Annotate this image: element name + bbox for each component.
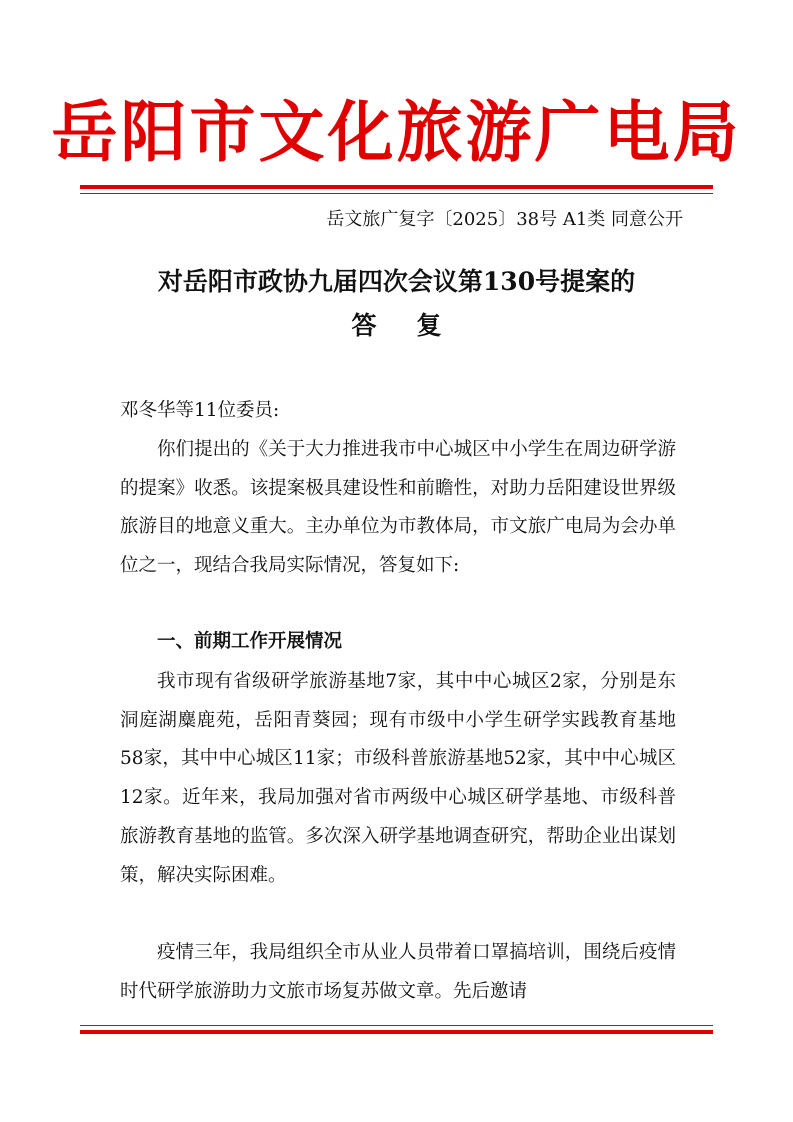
document-number: 岳文旅广复字〔2025〕38号 A1类 同意公开 [326,209,683,230]
paragraph-1: 你们提出的《关于大力推进我市中心城区中小学生在周边研学游的提案》收悉。该提案极具建设性和前瞻性，对助力岳阳建设世界级旅游目的地意义重大。主办单位为市教体局，市文旅广电局为会办单位之一，现结合我局实际情况，答复如下: [120,439,676,577]
paragraph-3: 疫情三年，我局组织全市从业人员带着口罩搞培训，围绕后疫情时代研学旅游助力文旅市场复苏做文章。先后邀请 [120,942,676,1002]
paragraph-2: 我市现有省级研学旅游基地7家，其中中心城区2家，分别是东洞庭湖麋鹿苑，岳阳青葵园；现有市级中小学生研学实践教育基地58家，其中中心城区11家；市级科普旅游基地52家，其中中心城区12家。近年来，我局加强对省市两级中心城区研学基地、市级科普旅游教育基地的监管。多次深入研学基地调查研究，帮助企业出谋划策，解决实际困难。 [120,671,676,886]
document-title-line1: 对岳阳市政协九届四次会议第130号提案的 [157,267,636,296]
footer-rule-thin [80,1025,713,1026]
header-rule-thin [80,193,713,194]
document-title-line2: 答复 [351,311,482,340]
section-heading-1: 一、前期工作开展情况 [157,631,343,652]
salutation: 邓冬华等11位委员: [120,400,280,421]
org-name-header: 岳阳市文化旅游广电局 [51,93,742,171]
footer-rule-thick [80,1030,713,1034]
header-rule-thick [80,185,713,189]
